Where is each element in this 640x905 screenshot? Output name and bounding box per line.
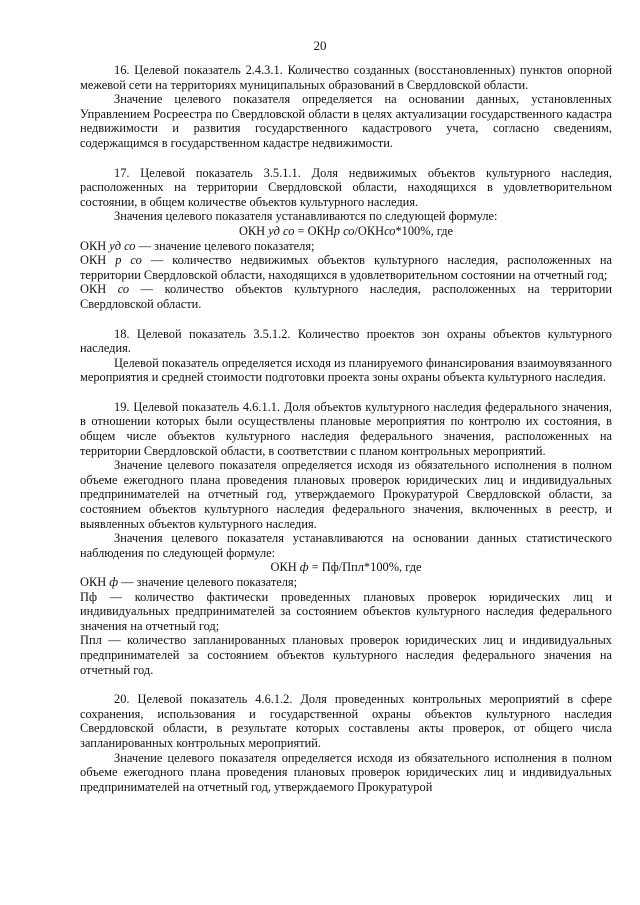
section-17-definition-1: ОКН уд со — значение целевого показателя; (80, 238, 315, 253)
section-19-paragraph-1: Значение целевого показателя определяется исходя из обязательного исполнения в полном объеме ежегодного плана проведения плановых проверок юридических лиц и индивидуальных предпринимателей на отчетный год, утверждаемого Прокуратурой Свердловской области, за состоянием объектов культурного наследия федерального значения, включенных в реестр, и выявленных объектов культурного наследия. (80, 458, 612, 531)
section-19-definition-3: Ппл — количество запланированных плановых проверок юридических лиц и индивидуальных предпринимателей за состоянием объектов культурного наследия федерального значения на отчетный год. (80, 633, 612, 677)
section-17-formula: ОКН уд со = ОКНр со/ОКНсо*100%, где (238, 223, 454, 238)
section-17-heading: 17. Целевой показатель 3.5.1.1. Доля недвижимых объектов культурного наследия, расположенных на территории Свердловской области, находящихся в удовлетворительном состоянии, в общем количестве объектов культурного наследия. (80, 165, 612, 209)
section-19-paragraph-2: Значения целевого показателя устанавливаются на основании данных статистического наблюдения по следующей формуле: (80, 531, 612, 560)
section-20-paragraph: Значение целевого показателя определяется исходя из обязательного исполнения в полном объеме ежегодного плана проведения плановых проверок юридических лиц и индивидуальных предпринимателей на отчетный год, утверждаемого Прокуратурой (80, 750, 612, 794)
section-18-heading: 18. Целевой показатель 3.5.1.2. Количество проектов зон охраны объектов культурного наследия. (80, 326, 612, 356)
section-16-paragraph: Значение целевого показателя определяется на основании данных, установленных Управлением Росреестра по Свердловской области в целях актуализации государственного кадастра недвижимости и развития государственного кадастрового учета, согласно сведениям, содержащимся в государственном кадастре недвижимости. (80, 92, 612, 150)
section-20-heading: 20. Целевой показатель 4.6.1.2. Доля проведенных контрольных мероприятий в сфере сохранения, использования и государственной охраны объектов культурного наследия Свердловской области, в результате которых составлены акты проверок, от общего числа запланированных контрольных мероприятий. (80, 692, 612, 750)
page-number: 20 (313, 38, 327, 53)
section-19-definition-1: ОКН ф — значение целевого показателя; (80, 575, 298, 589)
document-body (80, 63, 612, 794)
section-19-heading: 19. Целевой показатель 4.6.1.1. Доля объектов культурного наследия федерального значения, в отношении которых были осуществлены плановые мероприятия по контролю их состояния, в общем числе объектов культурного наследия федерального значения, расположенных на территории Свердловской области, в соответствии с планом контрольных мероприятий. (80, 399, 612, 458)
section-19-formula: ОКН ф = Пф/Ппл*100%, где (270, 560, 422, 575)
section-17-paragraph: Значения целевого показателя устанавливаются по следующей формуле: (114, 209, 498, 224)
section-17-definition-3: ОКН со — количество объектов культурного наследия, расположенных на территории Свердловской области. (80, 282, 613, 311)
section-16-heading: 16. Целевой показатель 2.4.3.1. Количество созданных (восстановленных) пунктов опорной межевой сети на территориях муниципальных образований в Свердловской области. (80, 63, 612, 92)
section-19-definition-2: Пф — количество фактически проведенных плановых проверок юридических лиц и индивидуальных предпринимателей за состоянием объектов культурного наследия федерального значения на отчетный год; (80, 589, 612, 633)
section-17-definition-2: ОКН р со — количество недвижимых объектов культурного наследия, расположенных на территории Свердловской области, находящихся в удовлетворительном состоянии на отчетный год; (80, 253, 612, 282)
section-18-paragraph: Целевой показатель определяется исходя из планируемого финансирования взаимоувязанного мероприятия и средней стоимости подготовки проекта зоны охраны объекта культурного наследия. (80, 355, 612, 385)
